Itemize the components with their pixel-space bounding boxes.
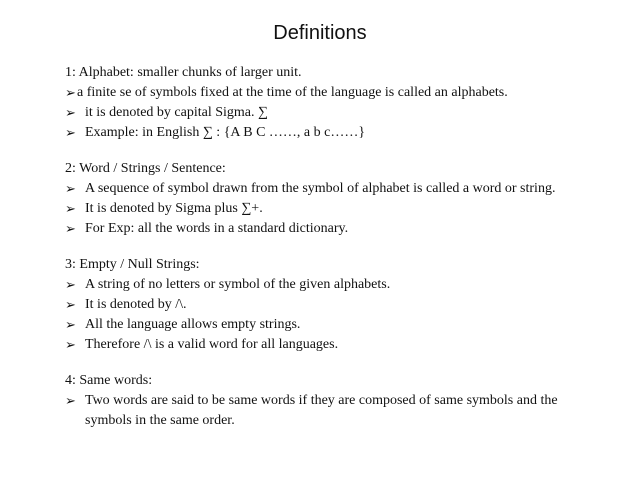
list-item-text: Two words are said to be same words if they are composed of same symbols and the symbols in the same order.: [85, 393, 558, 428]
section-same-words: [65, 371, 585, 431]
list-item: [65, 83, 585, 103]
arrow-bullet-icon: ➢: [65, 297, 76, 312]
list-item: [65, 315, 585, 335]
list-item-text: All the language allows empty strings.: [85, 317, 301, 332]
section-heading: 1: Alphabet: smaller chunks of larger unit.: [65, 65, 302, 80]
arrow-bullet-icon: ➢: [65, 277, 76, 292]
arrow-bullet-icon: ➢: [65, 317, 76, 332]
list-item: [65, 179, 585, 199]
section-alphabet: [65, 63, 585, 143]
list-item-text: it is denoted by capital Sigma. ∑: [85, 105, 269, 120]
list-item-text: A sequence of symbol drawn from the symbol of alphabet is called a word or string.: [85, 181, 556, 196]
list-item-text: a finite se of symbols fixed at the time of the language is called an alphabets.: [77, 85, 508, 100]
arrow-bullet-icon: ➢: [65, 201, 76, 216]
list-item: [65, 295, 585, 315]
list-item: [65, 123, 585, 143]
arrow-bullet-icon: ➢: [65, 105, 76, 120]
arrow-bullet-icon: ➢: [65, 221, 76, 236]
section-word-strings: [65, 159, 585, 239]
arrow-bullet-icon: ➢: [65, 393, 76, 408]
arrow-bullet-icon: ➢: [65, 125, 76, 140]
page-title: Definitions: [273, 22, 367, 44]
section-heading: 2: Word / Strings / Sentence:: [65, 161, 226, 176]
section-heading: 4: Same words:: [65, 373, 153, 388]
arrow-bullet-icon: ➢: [65, 85, 76, 100]
slide-content: [65, 63, 585, 447]
list-item: [65, 391, 585, 431]
arrow-bullet-icon: ➢: [65, 181, 76, 196]
list-item: [65, 199, 585, 219]
section-empty-strings: [65, 255, 585, 355]
list-item-text: Therefore /\ is a valid word for all languages.: [85, 337, 339, 352]
list-item: [65, 219, 585, 239]
list-item: [65, 275, 585, 295]
list-item-text: It is denoted by /\.: [85, 297, 187, 312]
section-heading: 3: Empty / Null Strings:: [65, 257, 200, 272]
list-item: [65, 335, 585, 355]
list-item-text: For Exp: all the words in a standard dictionary.: [85, 221, 349, 236]
list-item-text: A string of no letters or symbol of the given alphabets.: [85, 277, 391, 292]
list-item-text: Example: in English ∑ : {A B C ……, a b c……}: [85, 125, 366, 140]
list-item: [65, 103, 585, 123]
arrow-bullet-icon: ➢: [65, 337, 76, 352]
list-item-text: It is denoted by Sigma plus ∑+.: [85, 201, 263, 216]
